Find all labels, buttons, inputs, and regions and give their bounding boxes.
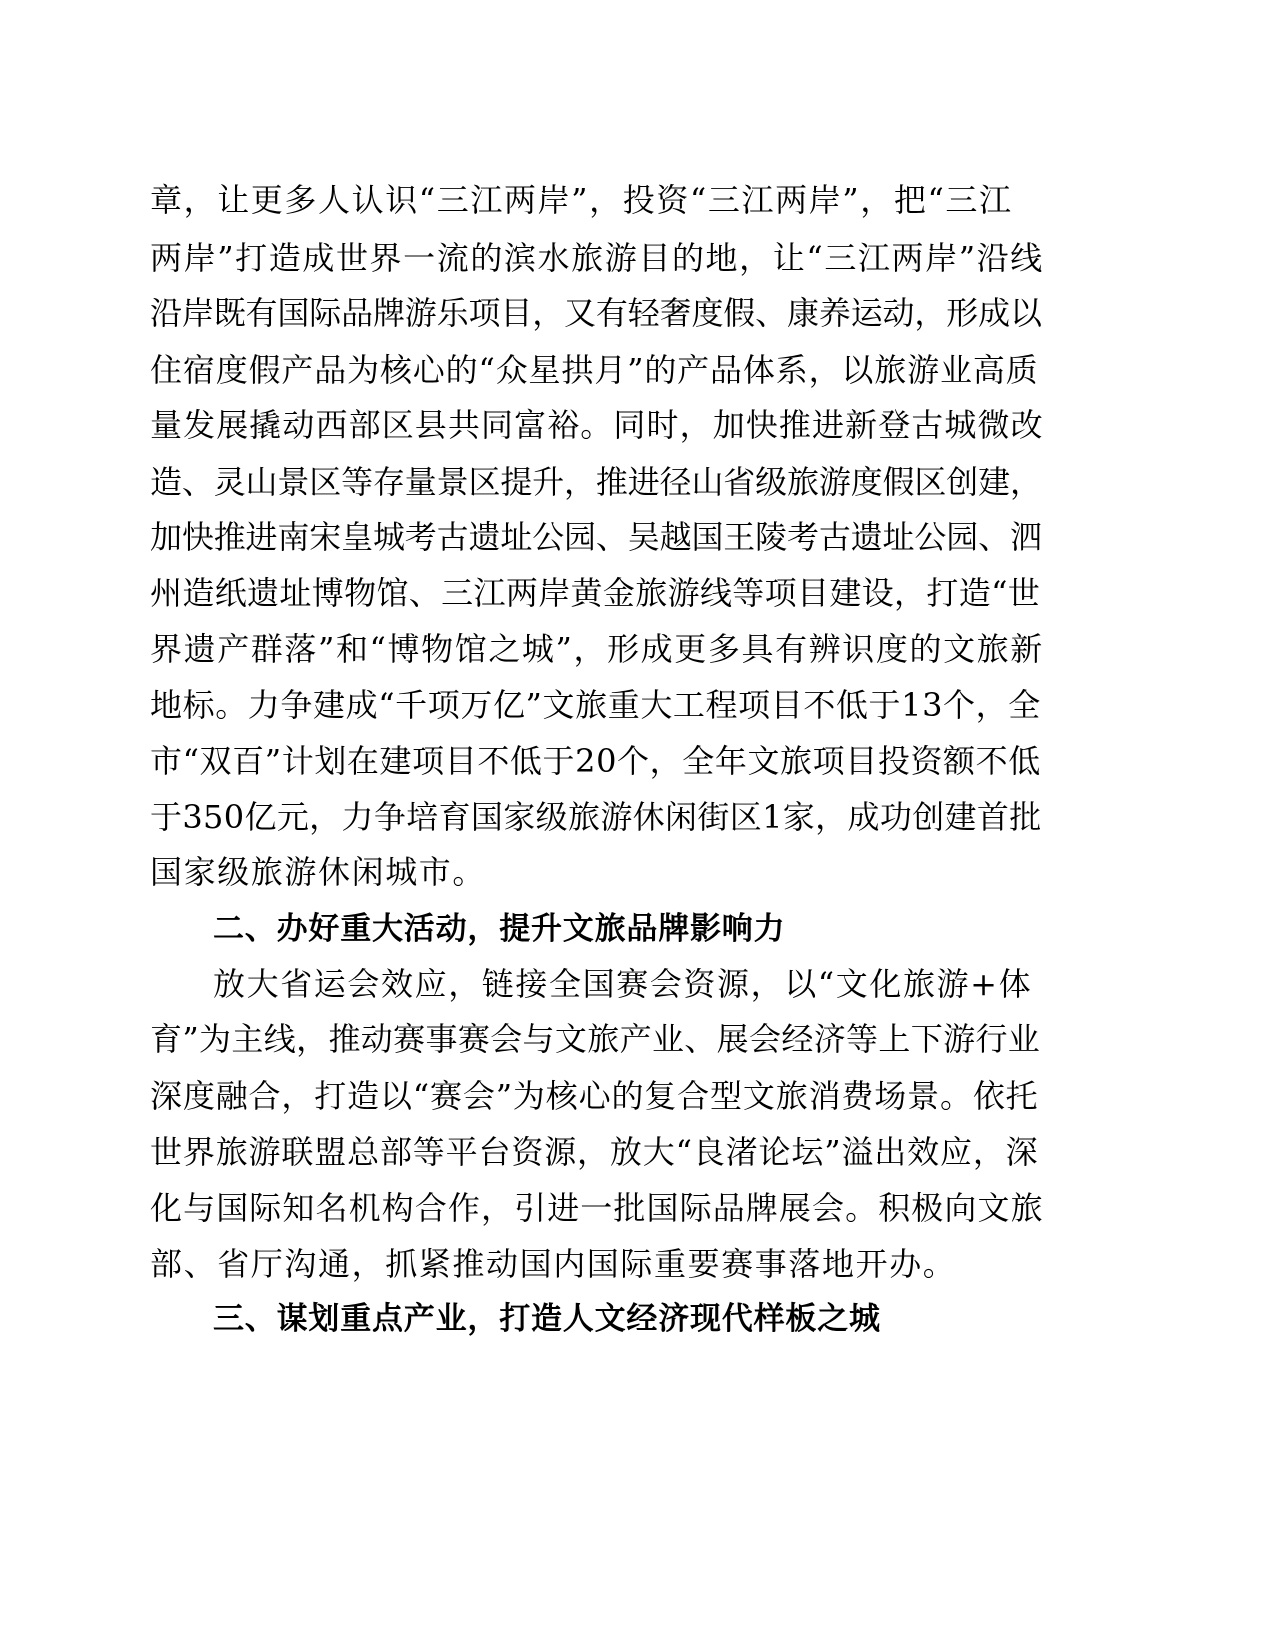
body-line-9: 界遗产群落”和“博物馆之城”，形成更多具有辨识度的文旅新 — [150, 630, 1044, 668]
body-line-8: 州造纸遗址博物馆、三江两岸黄金旅游线等项目建设，打造“世 — [150, 574, 1041, 612]
body-line-11: 市“双百”计划在建项目不低于20个，全年文旅项目投资额不低 — [150, 742, 1041, 780]
body-line-1: 章，让更多人认识“三江两岸”，投资“三江两岸”，把“三江 — [150, 181, 1013, 219]
para2-line-6: 部、省厅沟通，抓紧推动国内国际重要赛事落地开办。 — [150, 1245, 957, 1283]
para2-line-3: 深度融合，打造以“赛会”为核心的复合型文旅消费场景。依托 — [150, 1077, 1039, 1115]
body-line-12: 于350亿元，力争培育国家级旅游休闲街区1家，成功创建首批 — [150, 798, 1042, 836]
body-line-5: 量发展撬动西部区县共同富裕。同时，加快推进新登古城微改 — [150, 406, 1044, 444]
para2-line-4: 世界旅游联盟总部等平台资源，放大“良渚论坛”溢出效应，深 — [150, 1133, 1039, 1171]
body-line-4: 住宿度假产品为核心的“众星拱月”的产品体系，以旅游业高质 — [150, 351, 1039, 389]
body-line-13: 国家级旅游休闲城市。 — [150, 853, 487, 891]
para2-line-1: 放大省运会效应，链接全国赛会资源，以“文化旅游+体 — [213, 965, 1033, 1003]
body-line-7: 加快推进南宋皇城考古遗址公园、吴越国王陵考古遗址公园、泗 — [150, 518, 1042, 556]
body-line-2: 两岸”打造成世界一流的滨水旅游目的地，让“三江两岸”沿线 — [150, 239, 1044, 277]
para2-line-2: 育”为主线，推动赛事赛会与文旅产业、展会经济等上下游行业 — [150, 1020, 1041, 1058]
para2-line-5: 化与国际知名机构合作，引进一批国际品牌展会。积极向文旅 — [150, 1189, 1044, 1227]
body-line-3: 沿岸既有国际品牌游乐项目，又有轻奢度假、康养运动，形成以 — [150, 294, 1042, 332]
body-line-6: 造、灵山景区等存量景区提升，推进径山省级旅游度假区创建， — [150, 463, 1042, 501]
section-heading-3: 三、谋划重点产业，打造人文经济现代样板之城 — [213, 1301, 881, 1337]
section-heading-2: 二、办好重大活动，提升文旅品牌影响力 — [213, 911, 786, 947]
body-line-10: 地标。力争建成“千项万亿”文旅重大工程项目不低于13个，全 — [150, 686, 1041, 724]
